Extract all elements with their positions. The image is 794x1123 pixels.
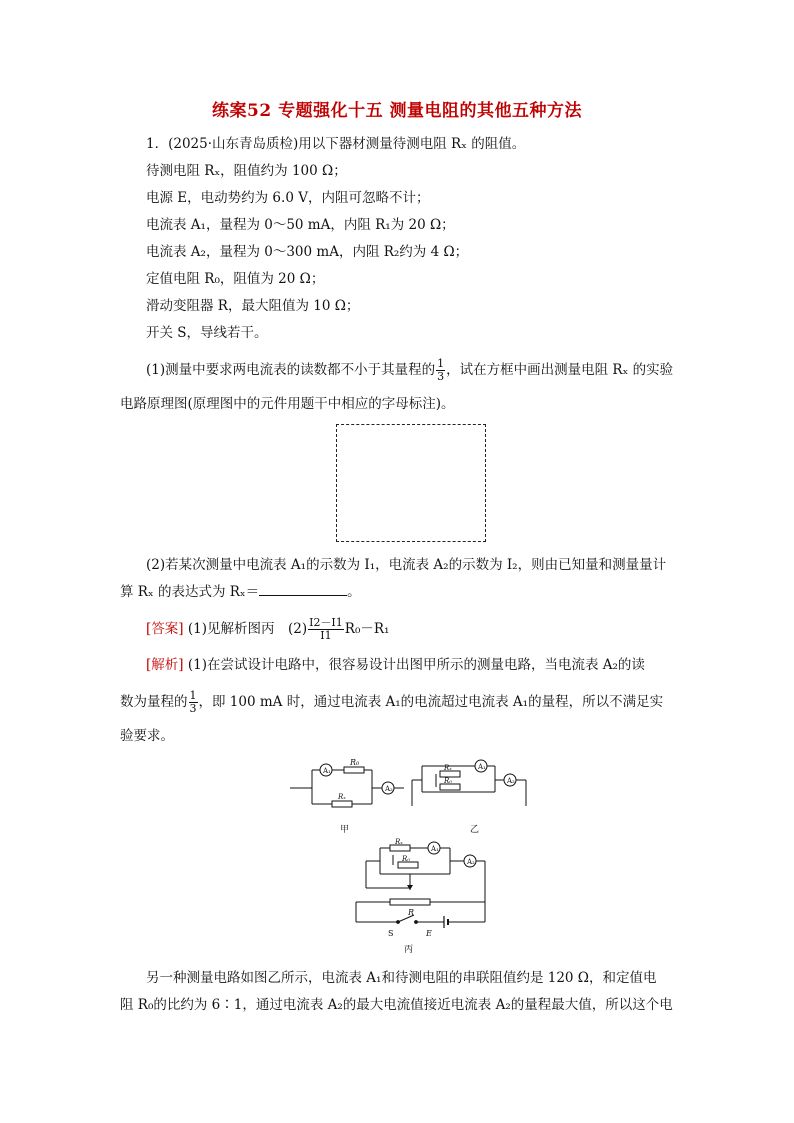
- fraction-one-third-2: $\frac{1}{3}$: [189, 689, 197, 715]
- circuit-jia: [290, 758, 404, 835]
- part2-line1: (2)若某次测量中电流表 A₁的示数为 I₁，电流表 A₂的示数为 I₂，则由已知量和测量量计: [146, 557, 667, 573]
- svg-text:Rₓ: Rₓ: [338, 793, 346, 801]
- part1-line1: (1)测量中要求两电流表的读数都不小于其量程的 $\frac{1}{3}$ ，试在方框中画出测量电阻 Rₓ 的实验: [146, 357, 674, 383]
- label-yi: 乙: [470, 825, 480, 835]
- circuit-bing: [356, 838, 485, 955]
- answer-drawing-box[interactable]: [336, 424, 486, 542]
- analysis-line2: 数为量程的 $\frac{1}{3}$ ，即 100 mA 时，通过电流表 A₁的电流超过电流表 A₁的量程，所以不满足实: [120, 689, 664, 715]
- answer-tag: [答案]: [146, 621, 184, 637]
- svg-text:A₂: A₂: [385, 785, 393, 793]
- svg-text:A₁: A₁: [431, 845, 439, 853]
- label-jia: 甲: [340, 825, 350, 835]
- analysis-line3: 验要求。: [120, 728, 174, 744]
- svg-text:E: E: [426, 929, 432, 938]
- svg-text:Rₓ: Rₓ: [444, 764, 452, 772]
- svg-text:R₀: R₀: [444, 777, 453, 785]
- svg-text:R: R: [408, 908, 415, 917]
- equipment-item-6: 滑动变阻器 R，最大阻值为 10 Ω；: [146, 298, 360, 314]
- resistor-rx-icon: [332, 801, 352, 807]
- equipment-item-2: 电源 E，电动势约为 6.0 V，内阻可忽略不计；: [146, 190, 430, 206]
- analysis-line1: [解析] (1)在尝试设计电路中，很容易设计出图甲所示的测量电路，当电流表 A₂的读: [146, 657, 645, 673]
- answer-fraction: $\frac{I2-I1}{I1}$: [309, 616, 343, 642]
- svg-text:A₂: A₂: [507, 777, 515, 785]
- equipment-item-7: 开关 S，导线若干。: [146, 325, 268, 341]
- svg-text:A₂: A₂: [467, 858, 475, 866]
- page-title: 练案52 专题强化十五 测量电阻的其他五种方法: [212, 101, 582, 121]
- svg-text:R₀: R₀: [402, 855, 411, 863]
- equipment-item-1: 待测电阻 Rₓ，阻值约为 100 Ω；: [146, 163, 347, 179]
- svg-text:S: S: [388, 929, 394, 938]
- analysis-line5: 阻 R₀的比约为 6∶1，通过电流表 A₂的最大电流值接近电流表 A₂的量程最大值，所以这个电: [120, 997, 673, 1013]
- circuit-yi: [412, 760, 526, 835]
- part1-line2: 电路原理图(原理图中的元件用题干中相应的字母标注)。: [120, 396, 455, 412]
- svg-text:R₀: R₀: [350, 758, 360, 767]
- equipment-item-3: 电流表 A₁，量程为 0～50 mA，内阻 R₁为 20 Ω；: [146, 217, 455, 233]
- analysis-tag: [解析]: [146, 657, 184, 673]
- answer-line: [答案] (1)见解析图丙 (2) $\frac{I2-I1}{I1}$ R₀－R₁: [146, 616, 390, 642]
- label-bing: 丙: [404, 945, 414, 955]
- analysis-line4: 另一种测量电路如图乙所示，电流表 A₁和待测电阻的串联阻值约是 120 Ω，和定值电: [146, 970, 657, 986]
- equipment-item-4: 电流表 A₂，量程为 0～300 mA，内阻 R₂约为 4 Ω；: [146, 244, 469, 260]
- part2-line2: 算 Rₓ 的表达式为 Rₓ＝ 。: [120, 584, 361, 600]
- svg-text:Rₓ: Rₓ: [395, 838, 403, 846]
- resistor-r0-icon: [344, 767, 364, 773]
- rheostat-icon: [390, 899, 430, 905]
- equipment-item-5: 定值电阻 R₀，阻值为 20 Ω；: [146, 271, 325, 287]
- fraction-one-third: $\frac{1}{3}$: [437, 357, 445, 383]
- svg-text:A₁: A₁: [323, 767, 331, 775]
- fill-in-blank[interactable]: [259, 583, 347, 596]
- question-intro: 1．(2025·山东青岛质检)用以下器材测量待测电阻 Rₓ 的阻值。: [146, 136, 526, 152]
- circuit-figures: [280, 756, 540, 956]
- svg-text:A₁: A₁: [478, 763, 486, 771]
